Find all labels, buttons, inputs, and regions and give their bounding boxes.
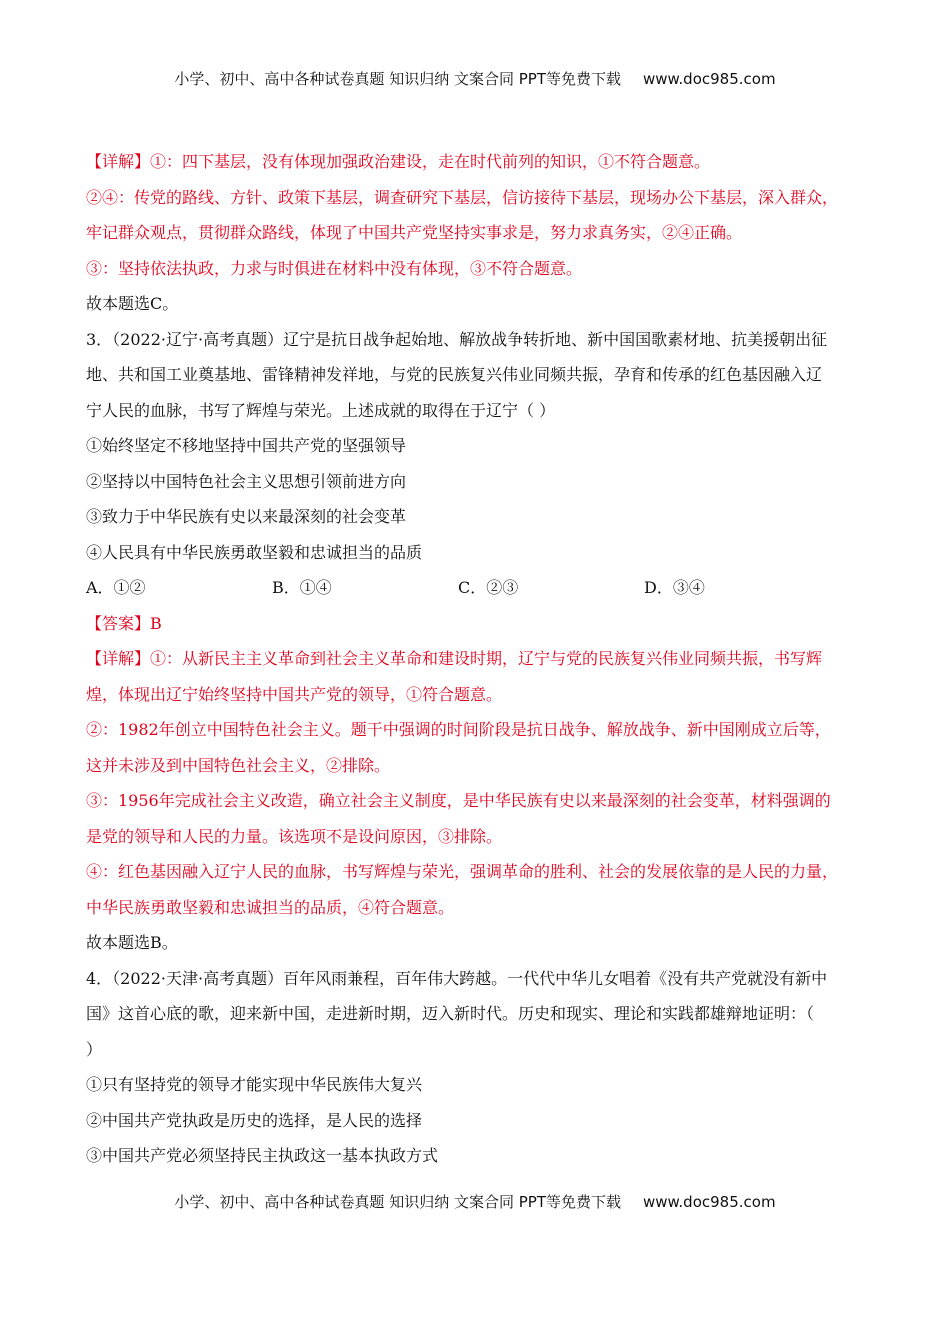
q3-option-d: D．③④ [644, 578, 705, 597]
q3-detail-1a: 【详解】①：从新民主主义革命到社会主义革命和建设时期，辽宁与党的民族复兴伟业同频共振，书写辉 [86, 649, 823, 668]
q2-detail-2b: 牢记群众观点，贯彻群众路线，体现了中国共产党坚持实事求是，努力求真务实，②④正确。 [86, 223, 743, 242]
header-url[interactable]: www.doc985.com [642, 70, 776, 88]
q4-item-3: ③中国共产党必须坚持民主执政这一基本执政方式 [86, 1146, 439, 1165]
q3-answer: 【答案】B [86, 613, 162, 633]
q3-detail-3b: 是党的领导和人民的力量。该选项不是设问原因，③排除。 [86, 826, 503, 846]
q3-detail-3a: ③：1956年完成社会主义改造，确立社会主义制度，是中华民族有史以来最深刻的社会变革，材料强调的 [86, 791, 831, 810]
q3-item-2: ②坚持以中国特色社会主义思想引领前进方向 [86, 471, 407, 491]
q3-detail-2a: ②：1982年创立中国特色社会主义。题干中强调的时间阶段是抗日战争、解放战争、新中国刚成立后等， [86, 720, 831, 739]
document-body [86, 144, 868, 1174]
q3-detail-4a: ④：红色基因融入辽宁人民的血脉，书写辉煌与荣光，强调革命的胜利、社会的发展依靠的是人民的力量， [86, 862, 839, 881]
q3-detail-1b: 煌，体现出辽宁始终坚持中国共产党的领导，①符合题意。 [86, 684, 503, 704]
q4-item-1: ①只有坚持党的领导才能实现中华民族伟大复兴 [86, 1075, 423, 1094]
q3-detail-2b: 这并未涉及到中国特色社会主义，②排除。 [86, 755, 391, 775]
page-footer [0, 1191, 950, 1212]
q2-conclusion: 故本题选C。 [86, 294, 179, 313]
header-text: 小学、初中、高中各种试卷真题 知识归纳 文案合同 PPT等免费下载 [174, 70, 621, 88]
q4-item-2: ②中国共产党执政是历史的选择，是人民的选择 [86, 1110, 423, 1130]
q4-stem-1: 4．（2022·天津·高考真题）百年风雨兼程，百年伟大跨越。一代代中华儿女唱着《没有共产党就没有新中 [86, 968, 828, 988]
q4-stem-3: ） [86, 1039, 103, 1059]
q3-detail-4b: 中华民族勇敢坚毅和忠诚担当的品质，④符合题意。 [86, 897, 455, 917]
q2-detail-1: 【详解】①：四下基层，没有体现加强政治建设，走在时代前列的知识，①不符合题意。 [86, 152, 711, 171]
footer-text: 小学、初中、高中各种试卷真题 知识归纳 文案合同 PPT等免费下载 [174, 1193, 621, 1211]
footer-url[interactable]: www.doc985.com [642, 1193, 776, 1211]
q3-option-c: C．②③ [458, 578, 519, 597]
q3-item-3: ③致力于中华民族有史以来最深刻的社会变革 [86, 507, 407, 526]
q3-item-4: ④人民具有中华民族勇敢坚毅和忠诚担当的品质 [86, 542, 423, 562]
q4-stem-2: 国》这首心底的歌，迎来新中国，走进新时期，迈入新时代。历史和现实、理论和实践都雄辩地证明：（ [86, 1004, 815, 1023]
q3-option-a: A．①② [86, 578, 146, 597]
q3-conclusion: 故本题选B。 [86, 933, 178, 952]
q2-detail-3: ③：坚持依法执政，力求与时俱进在材料中没有体现，③不符合题意。 [86, 258, 583, 278]
q2-detail-2a: ②④：传党的路线、方针、政策下基层，调查研究下基层，信访接待下基层，现场办公下基层，深入群众， [86, 187, 839, 207]
q3-option-b: B．①④ [272, 578, 332, 597]
page-header [0, 68, 950, 89]
q3-stem-2: 地、共和国工业奠基地、雷锋精神发祥地，与党的民族复兴伟业同频共振，孕育和传承的红色基因融入辽 [86, 365, 823, 384]
q3-item-1: ①始终坚定不移地坚持中国共产党的坚强领导 [86, 436, 407, 455]
q3-stem-3: 宁人民的血脉，书写了辉煌与荣光。上述成就的取得在于辽宁（ ） [86, 400, 556, 420]
q3-stem-1: 3．（2022·辽宁·高考真题）辽宁是抗日战争起始地、解放战争转折地、新中国国歌素材地、抗美援朝出征 [86, 329, 828, 349]
q3-options [86, 570, 868, 606]
